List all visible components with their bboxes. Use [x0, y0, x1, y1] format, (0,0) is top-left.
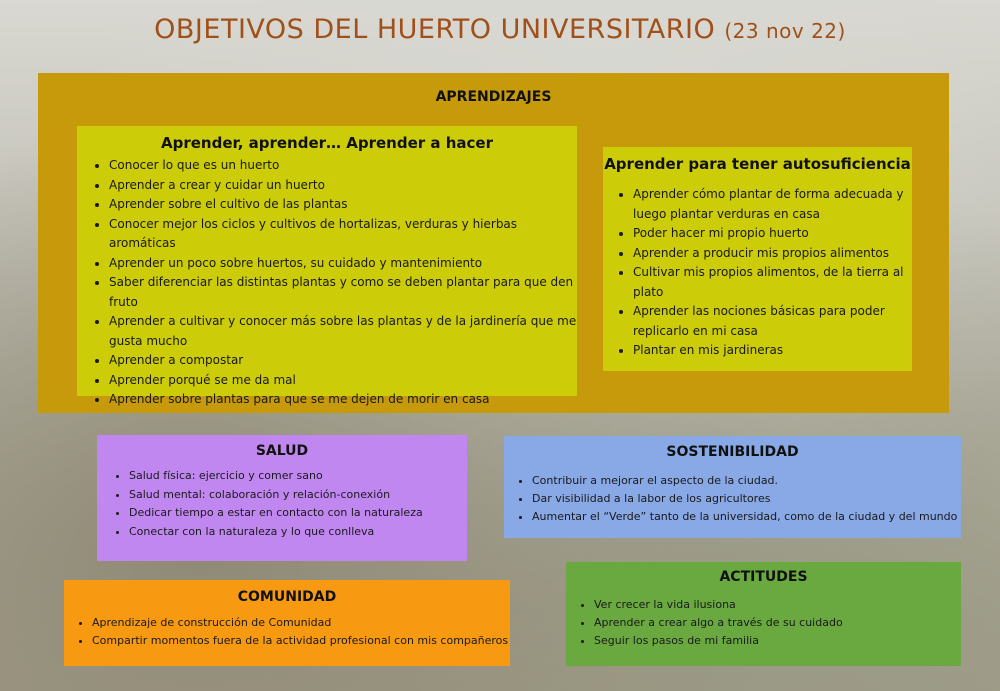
list-item: • Aprender a crear algo a través de su cuidado: [594, 614, 961, 632]
comunidad-box: [64, 580, 510, 666]
aprender-hacer-heading: Aprender, aprender… Aprender a hacer: [161, 134, 493, 152]
autosuficiencia-box: [603, 147, 912, 371]
list-item: • Ver crecer la vida ilusiona: [594, 596, 961, 614]
actitudes-list: [566, 596, 961, 650]
list-item: • Salud mental: colaboración y relación-conexión: [129, 486, 467, 505]
salud-heading: SALUD: [255, 443, 309, 459]
list-item: • Poder hacer mi propio huerto: [633, 224, 906, 244]
aprendizajes-heading: APRENDIZAJES: [435, 89, 552, 105]
autosuficiencia-heading: Aprender para tener autosuficiencia: [604, 155, 911, 173]
list-item: • Conocer mejor los ciclos y cultivos de hortalizas, verduras y hierbas aromáticas: [109, 215, 577, 254]
list-item: • Aprender a compostar: [109, 351, 577, 371]
list-item: • Saber diferenciar las distintas plantas y como se deben plantar para que den fruto: [109, 273, 577, 312]
aprender-hacer-list: [77, 156, 577, 410]
autosuficiencia-list: [603, 185, 912, 361]
list-item: • Cultivar mis propios alimentos, de la tierra al plato: [633, 263, 906, 302]
list-item: • Aprender un poco sobre huertos, su cuidado y mantenimiento: [109, 254, 577, 274]
list-item: • Aprender sobre plantas para que se me dejen de morir en casa: [109, 390, 577, 410]
title-main: OBJETIVOS DEL HUERTO UNIVERSITARIO: [154, 14, 716, 45]
list-item: • Conocer lo que es un huerto: [109, 156, 577, 176]
list-item: • Aprender a cultivar y conocer más sobre las plantas y de la jardinería que me gusta mucho: [109, 312, 577, 351]
list-item: • Seguir los pasos de mi familia: [594, 632, 961, 650]
list-item: • Aprender a crear y cuidar un huerto: [109, 176, 577, 196]
comunidad-list: [64, 614, 510, 650]
list-item: • Aprender a producir mis propios alimentos: [633, 244, 906, 264]
list-item: • Contribuir a mejorar el aspecto de la ciudad.: [532, 472, 961, 490]
list-item: • Aprender sobre el cultivo de las plantas: [109, 195, 577, 215]
actitudes-box: [566, 562, 961, 666]
page-title: [0, 14, 1000, 45]
list-item: • Aprendizaje de construcción de Comunidad: [92, 614, 510, 632]
title-date: (23 nov 22): [724, 19, 846, 43]
list-item: • Conectar con la naturaleza y lo que conlleva: [129, 523, 467, 542]
actitudes-heading: ACTITUDES: [719, 569, 808, 585]
sostenibilidad-list: [504, 472, 961, 526]
salud-list: [97, 467, 467, 541]
list-item: • Plantar en mis jardineras: [633, 341, 906, 361]
list-item: • Aprender las nociones básicas para poder replicarlo en mi casa: [633, 302, 906, 341]
list-item: • Dar visibilidad a la labor de los agricultores: [532, 490, 961, 508]
list-item: • Aprender cómo plantar de forma adecuada y luego plantar verduras en casa: [633, 185, 906, 224]
list-item: • Salud física: ejercicio y comer sano: [129, 467, 467, 486]
salud-box: [97, 435, 467, 561]
sostenibilidad-box: [504, 436, 961, 538]
list-item: • Compartir momentos fuera de la actividad profesional con mis compañeros: [92, 632, 510, 650]
comunidad-heading: COMUNIDAD: [237, 589, 337, 605]
list-item: • Aprender porqué se me da mal: [109, 371, 577, 391]
list-item: • Aumentar el “Verde” tanto de la universidad, como de la ciudad y del mundo: [532, 508, 961, 526]
aprender-hacer-box: [77, 126, 577, 406]
sostenibilidad-heading: SOSTENIBILIDAD: [666, 444, 799, 460]
list-item: • Dedicar tiempo a estar en contacto con la naturaleza: [129, 504, 467, 523]
